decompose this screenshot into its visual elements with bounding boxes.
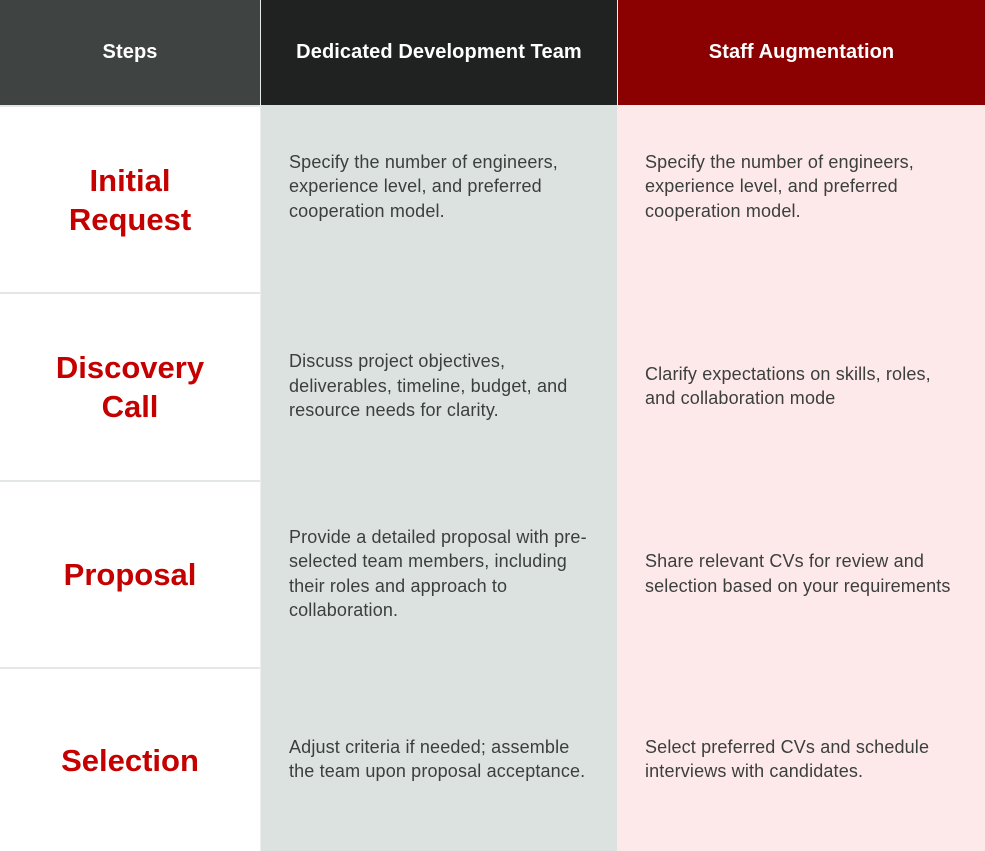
- step-label: Selection: [61, 742, 199, 778]
- header-staff-augmentation-label: Staff Augmentation: [708, 41, 895, 63]
- staff-augmentation-text: Specify the number of engineers, experience level, and preferred cooperation model.: [645, 151, 914, 221]
- dedicated-team-text: Provide a detailed proposal with pre-selected team members, including their roles and approach to collaboration.: [289, 526, 587, 620]
- staff-augmentation-cell: [617, 292, 985, 480]
- dedicated-team-text: Specify the number of engineers, experience level, and preferred cooperation model.: [289, 151, 558, 221]
- dedicated-team-cell: [260, 480, 617, 667]
- header-dedicated-team: [260, 0, 617, 105]
- dedicated-team-cell: [260, 667, 617, 851]
- header-steps: [0, 0, 260, 105]
- step-label: Initial Request: [68, 162, 192, 237]
- staff-augmentation-cell: [617, 667, 985, 851]
- staff-augmentation-text: Clarify expectations on skills, roles, and collaboration mode: [645, 363, 931, 408]
- staff-augmentation-text: Select preferred CVs and schedule interviews with candidates.: [645, 736, 930, 781]
- staff-augmentation-cell: [617, 105, 985, 292]
- staff-augmentation-text: Share relevant CVs for review and selection based on your requirements: [645, 551, 951, 596]
- step-cell-discovery-call: [0, 292, 260, 480]
- step-label: Proposal: [63, 557, 197, 592]
- dedicated-team-cell: [260, 292, 617, 480]
- dedicated-team-text: Adjust criteria if needed; assemble the team upon proposal acceptance.: [289, 736, 586, 781]
- staff-augmentation-cell: [617, 480, 985, 667]
- header-dedicated-team-label: Dedicated Development Team: [296, 41, 582, 63]
- header-steps-label: Steps: [102, 41, 158, 63]
- step-cell-selection: [0, 667, 260, 851]
- step-label: Discovery Call: [55, 350, 205, 424]
- header-staff-augmentation: [617, 0, 985, 105]
- step-cell-proposal: [0, 480, 260, 667]
- dedicated-team-cell: [260, 105, 617, 292]
- dedicated-team-text: Discuss project objectives, deliverables, timeline, budget, and resource needs for clarity.: [289, 351, 568, 421]
- step-cell-initial-request: [0, 105, 260, 292]
